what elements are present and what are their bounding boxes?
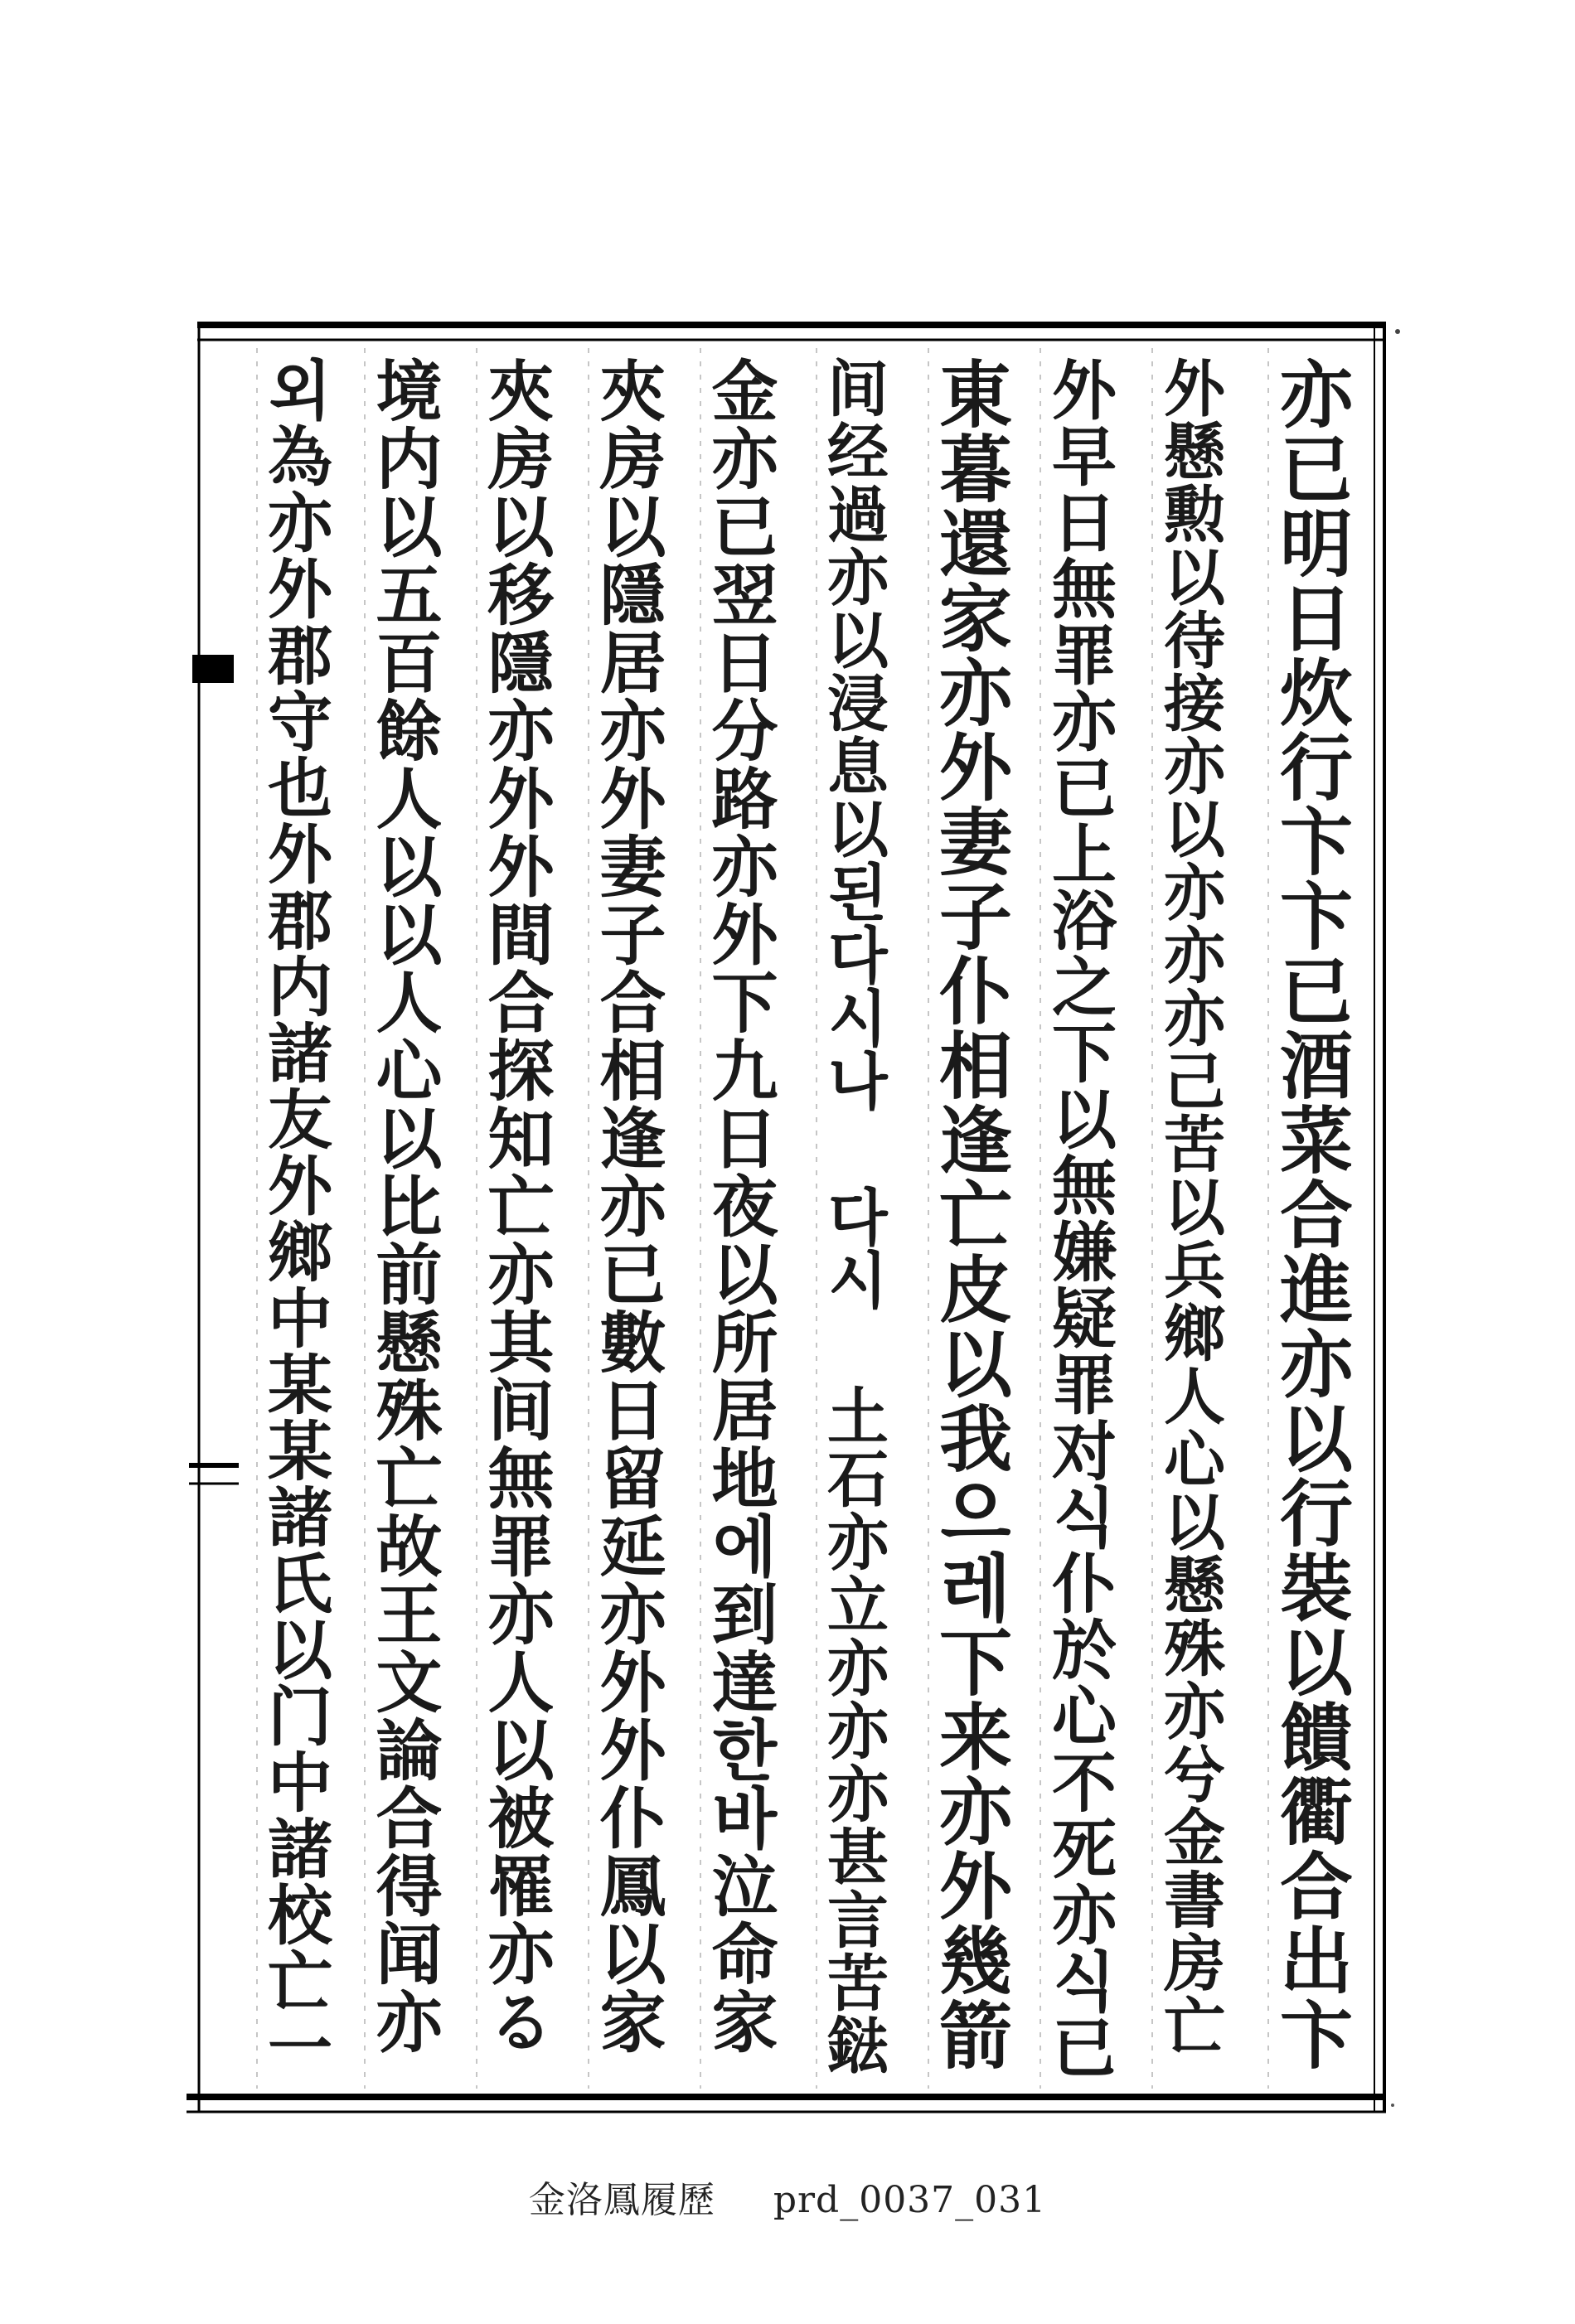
manuscript-column-8: 夾房以移隱亦外外間合探知亡亦其间無罪亦人以被罹亦る (477, 356, 555, 2055)
manuscript-column-7: 夾房以隱居亦外妻子合相逢亦已數日留延亦外外仆鳳以家 (589, 356, 666, 2055)
page-id: prd_0037_031 (773, 2179, 1047, 2221)
document-title: 金洛鳳履歷 (528, 2179, 715, 2221)
manuscript-column-5: 间经過亦以浸息以된다시나 다시 土石亦立亦亦亦甚言苦鍅 (817, 356, 889, 2077)
manuscript-column-6: 金亦已翌日分路亦外下九日夜以所居地에到達한바泣命家 (700, 356, 778, 2055)
page-caption (0, 2170, 1575, 2223)
manuscript-column-9: 境内以五百餘人以以人心以比前懸殊亡故王文論合得闻亦 (365, 356, 443, 2055)
manuscript-column-2: 外懸勲以待接亦以亦亦亦己苦以兵鄉人心以懸殊亦兮金書房亡 (1154, 356, 1225, 2057)
manuscript-column-10: 외為亦外郡守也外郡内諸友外鄉中某某諸氏以门中諸校亡一 (257, 356, 332, 2080)
manuscript-column-4: 東暮還家亦外妻子仆相逢亡皮以我으레下来亦外幾箭 (928, 356, 1014, 2072)
manuscript-column-3: 外早日無罪亦已上浴之下以無嫌疑罪对식仆於心不死亦식已 (1041, 356, 1117, 2080)
manuscript-column-1: 亦已明日炊行卞卞已酒菜合進亦以行裝以饋衢合出卞 (1268, 356, 1354, 2072)
